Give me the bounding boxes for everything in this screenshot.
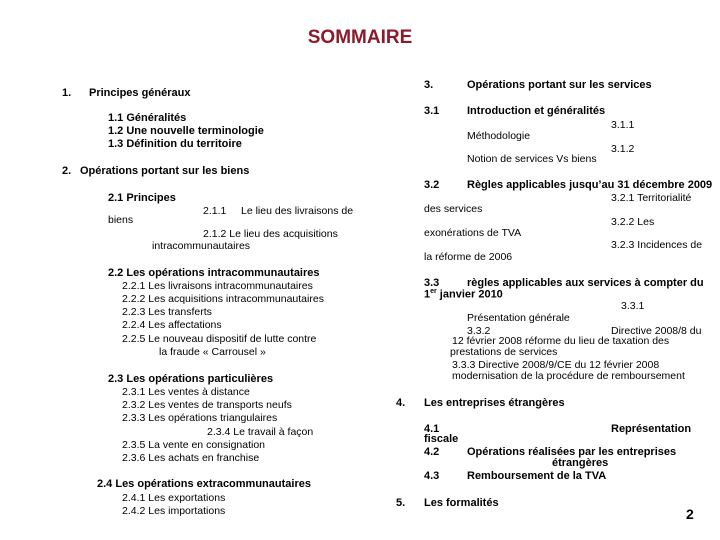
section-3-title: Opérations portant sur les services: [467, 79, 652, 91]
toc-entry: exonérations de TVA: [424, 227, 522, 239]
subsection-number: 3.2: [424, 179, 440, 191]
toc-entry: 1.1 Généralités: [108, 112, 187, 124]
subsection-heading-continued: étrangères: [552, 457, 609, 469]
subsection-heading: règles applicables aux services à compter du: [467, 277, 704, 289]
toc-entry: la réforme de 2006: [424, 251, 513, 263]
toc-entry: 2.2.5 Le nouveau dispositif de lutte contre: [122, 333, 317, 345]
page-number: 2: [686, 506, 694, 522]
toc-entry-number: 2.1.1: [203, 205, 227, 217]
toc-entry: 2.3.1 Les ventes à distance: [122, 386, 250, 398]
toc-entry: 2.2.1 Les livraisons intracommunautaires: [122, 280, 313, 292]
section-2-number: 2.: [62, 165, 72, 177]
section-4-title: Les entreprises étrangères: [424, 397, 565, 409]
subsection-number: 4.2: [424, 446, 440, 458]
toc-entry: 2.1.2 Le lieu des acquisitions: [203, 228, 338, 240]
subsection-number: 4.3: [424, 470, 440, 482]
toc-entry: 2.3.3 Les opérations triangulaires: [122, 412, 278, 424]
toc-entry: 2.2.4 Les affectations: [122, 319, 222, 331]
toc-entry-number: 3.1.1: [611, 119, 635, 131]
toc-entry: 3.2.2 Les: [611, 216, 655, 228]
toc-entry: biens: [108, 214, 134, 226]
toc-entry: 2.3.5 La vente en consignation: [122, 439, 266, 451]
toc-entry: Le lieu des livraisons de: [241, 205, 354, 217]
subsection-heading-continued: 1er janvier 2010: [424, 288, 503, 301]
toc-entry: 1.3 Définition du territoire: [108, 138, 242, 150]
subsection-heading: Introduction et généralités: [467, 105, 606, 117]
section-1-title: Principes généraux: [89, 87, 191, 99]
subsection-heading: 2.4 Les opérations extracommunautaires: [97, 478, 311, 490]
subsection-heading-continued: fiscale: [424, 433, 459, 445]
subsection-heading: 2.1 Principes: [108, 192, 176, 204]
toc-entry: 2.2.3 Les transferts: [122, 306, 212, 318]
toc-entry: 2.4.2 Les importations: [122, 505, 226, 517]
toc-entry: 3.2.3 Incidences de: [611, 239, 703, 251]
section-5-title: Les formalités: [424, 497, 499, 509]
toc-entry: intracommunautaires: [152, 240, 251, 252]
subsection-number: 3.3: [424, 277, 440, 289]
toc-entry: Méthodologie: [467, 130, 531, 142]
subsection-heading: Règles applicables jusqu’au 31 décembre 2009: [467, 179, 713, 191]
toc-entry: 12 février 2008 réforme du lieu de taxation des: [452, 335, 670, 347]
toc-entry: 2.3.6 Les achats en franchise: [122, 452, 260, 464]
toc-entry: 2.2.2 Les acquisitions intracommunautaires: [122, 293, 324, 305]
page-title: SOMMAIRE: [307, 27, 413, 48]
subsection-heading: Représentation: [611, 423, 692, 435]
toc-entry: 3.3.3 Directive 2008/9/CE du 12 février 2008: [452, 359, 660, 371]
subsection-heading: Remboursement de la TVA: [467, 470, 607, 482]
subsection-heading: 2.2 Les opérations intracommunautaires: [108, 267, 320, 279]
subsection-heading: Opérations réalisées par les entreprises: [467, 446, 677, 458]
toc-entry: 2.3.2 Les ventes de transports neufs: [122, 399, 292, 411]
toc-entry: Présentation générale: [467, 312, 570, 324]
toc-entry-number: 3.3.2: [467, 325, 491, 337]
section-5-number: 5.: [396, 497, 406, 509]
section-2-title: Opérations portant sur les biens: [80, 165, 250, 177]
toc-entry: des services: [424, 203, 483, 215]
section-1-number: 1.: [62, 87, 72, 99]
subsection-heading: 2.3 Les opérations particulières: [108, 373, 274, 385]
toc-entry: Notion de services Vs biens: [467, 153, 597, 165]
toc-entry: prestations de services: [450, 346, 558, 358]
toc-entry: 3.2.1 Territorialité: [611, 192, 692, 204]
toc-entry-number: 3.3.1: [621, 300, 645, 312]
section-4-number: 4.: [396, 397, 406, 409]
subsection-number: 3.1: [424, 105, 440, 117]
toc-entry: 2.4.1 Les exportations: [122, 492, 226, 504]
toc-entry: modernisation de la procédure de remboursement: [452, 370, 685, 382]
toc-entry: la fraude « Carrousel »: [159, 346, 266, 358]
toc-entry-number: 3.1.2: [611, 143, 635, 155]
toc-entry: 2.3.4 Le travail à façon: [207, 426, 314, 438]
toc-entry: 1.2 Une nouvelle terminologie: [108, 125, 264, 137]
subsection-number: 4.1: [424, 423, 440, 435]
section-3-number: 3.: [424, 79, 434, 91]
toc-entry: Directive 2008/8 du: [611, 325, 702, 337]
